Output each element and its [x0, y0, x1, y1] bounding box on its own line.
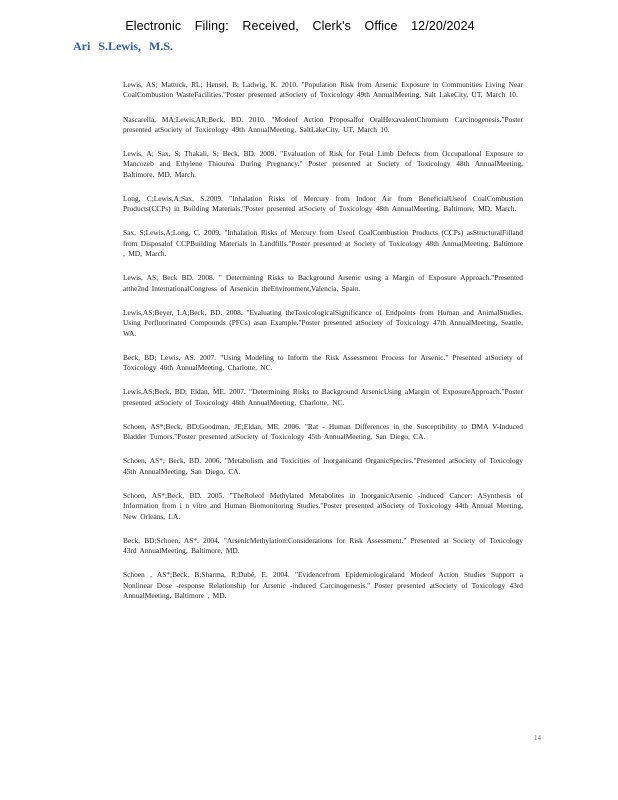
reference-item: Beck, BD; Lewis, AS. 2007. "Using Modeling to Inform the Risk Assessment Process for Arsenic." Presented atSociety of Toxicology 46th AnnualMeeting, Charlotte, NC. — [123, 352, 523, 373]
reference-item: Lewis,AS;Beck, BD; Eldan, ME. 2007. "Determining Risks to Background ArsenicUsing aMargin of ExposureApproach."Poster presented atSociety of Toxicology 46th AnnualMeeting, Charlotte, NC. — [123, 387, 523, 407]
reference-item: Lewis, AS; Beck BD. 2008. " Determining Risks to Background Arsenic using a Margin of Exposure Approach."Presented atthe2nd InternationalCongress of Arsenicin theEnvironment,Valencia, Spain. — [123, 273, 523, 293]
reference-item: Long, C;Lewis,A;Sax, S.2009. "Inhalation Risks of Mercury from Indoor Air from BeneficialUseof CoalCombustion Products(CCPs) in Building Materials."Poster presented atSociety of Toxicology 48th AnnualMeeting, Baltimore, MD, March. — [123, 193, 523, 214]
reference-item: Schoen , AS*;Beck, B;Sharma, R;Dubé, E. 2004. "Evidencefrom Epidemiologicaland Modeof Action Studies Support a Nonlinear Dose -response Relationship for Arsenic -induced Carcinogenesis." Poster presented atSociety of Toxicology 43rd AnnualMeeting, Baltimore , MD. — [123, 570, 523, 600]
reference-item: Lewis, A; Sax, S; Thakali, S; Beck, BD. 2009. "Evaluation of Risk for Fetal Limb Defects from Occupational Exposure to Mancozeb and Ethylene Thiourea During Pregnancy." Poster presented at Society of Toxicology 48th AnnualMeeting, Baltimore, MD, March. — [123, 149, 523, 179]
author-name: Ari S.Lewis, M.S. — [73, 39, 173, 53]
reference-item: Schoen, AS*; Beck, BD. 2006. "Metabolism and Toxicities of Inorganicand OrganicSpecies."Presented atSociety of Toxicology 45th AnnualMeeting, San Diego, CA. — [123, 456, 523, 476]
reference-item: Schoen, AS*;Beck, BD;Goodman, JE;Eldan, ME. 2006. "Rat - Human Differences in the Susceptibility to DMA V-Induced Bladder Tumors."Poster presented atSociety of Toxicology 45th AnnualMeeting, San Diego, CA. — [123, 421, 523, 442]
reference-item: Lewis,AS;Beyer, LA;Beck, BD. 2008. "Evaluating theToxicologicalSignificance of Endpoints from Human and AnimalStudies. Using Perfluorinated Compounds (PFCs) asan Example."Poster presented atSociety of Toxicology 47th AnnualMeeting, Seattle, WA. — [123, 307, 523, 338]
filing-stamp: Electronic Filing: Received, Clerk's Office 12/20/2024 — [125, 19, 475, 33]
reference-item: Sax, S;Lewis,A;Long, C. 2009. "Inhalation Risks of Mercury from Useof CoalCombustion Products (CCPs) asStructuralFilland from Disposalof CCPBuilding Materials in Landfills."Poster presented at Society of Toxicology 48th AnnualMeeting, Baltimore , MD, March. — [123, 228, 523, 259]
reference-list — [123, 80, 523, 615]
reference-item: Nascarella, MA;Lewis,AR;Beck, BD. 2010. "Modeof Action Proposalfor OralHexavalentChromium Carcinogenesis."Poster presented atSociety of Toxicology 49th AnnualMeeting, SaltLakeCity, UT, March 10. — [123, 114, 523, 134]
page-number: 14 — [534, 734, 541, 742]
reference-item: Schoen, AS*;Beck, BD. 2005. "TheRoleof Methylated Metabolites in InorganicArsenic -induced Cancer: ASynthesis of Information from i n vitro and Human Biomonitoring Studies."Poster presented atSociety of Toxicology 44th Annual Meeting, New Orleans, LA. — [123, 490, 523, 521]
reference-item: Beck, BD;Schoen, AS*. 2004. "ArsenicMethylation:Considerations for Risk Assessment." Presented at Society of Toxicology 43rd AnnualMeeting, Baltimore, MD. — [123, 535, 523, 556]
reference-item: Lewis, AS; Mattuck, RL; Hensel, B; Ladwig, K. 2010. "Population Risk from Arsenic Exposure in Communities Living Near CoalCombustion WasteFacilities."Poster presented atSociety of Toxicology 49th AnnualMeeting, Salt LakeCity, UT, March 10. — [123, 80, 523, 100]
